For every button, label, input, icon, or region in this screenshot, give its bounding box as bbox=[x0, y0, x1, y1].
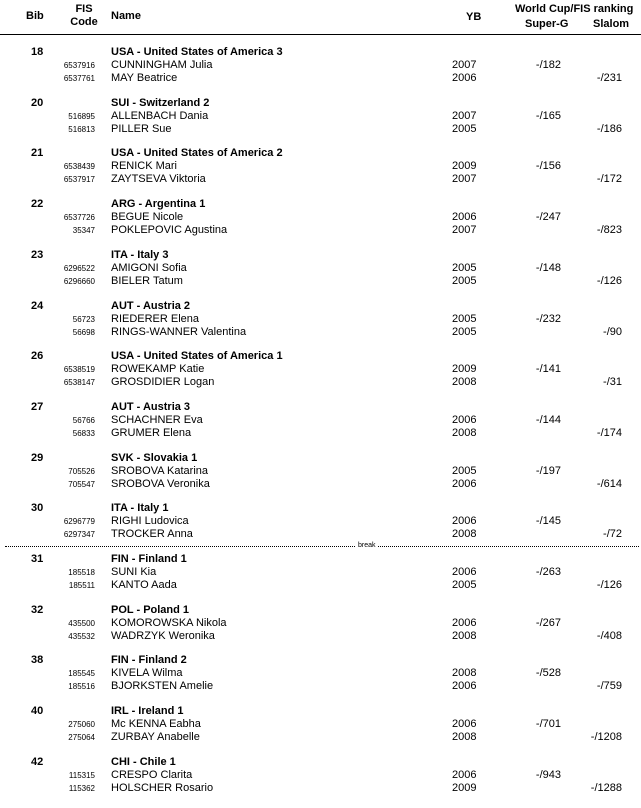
fis-code: 6538147 bbox=[63, 378, 95, 387]
team-name: CHI - Chile 1 bbox=[111, 756, 176, 768]
team-name: AUT - Austria 3 bbox=[111, 401, 191, 413]
birth-year: 2006 bbox=[452, 718, 477, 730]
athlete-name: HOLSCHER Rosario bbox=[111, 782, 214, 794]
athlete-row bbox=[0, 326, 641, 339]
team-name: AUT - Austria 2 bbox=[111, 300, 191, 312]
athlete-row bbox=[0, 427, 641, 440]
athlete-row bbox=[0, 566, 641, 579]
athlete-name: PILLER Sue bbox=[111, 123, 172, 135]
athlete-name: RINGS-WANNER Valentina bbox=[111, 326, 247, 338]
team-name: USA - United States of America 3 bbox=[111, 46, 283, 58]
fis-code: 56833 bbox=[72, 429, 95, 438]
slalom-rank: -/408 bbox=[596, 630, 622, 642]
athlete-row bbox=[0, 72, 641, 85]
fis-code: 115362 bbox=[68, 784, 95, 793]
super-g-rank: -/701 bbox=[535, 718, 561, 730]
athlete-row bbox=[0, 630, 641, 643]
athlete-name: KIVELA Wilma bbox=[111, 667, 183, 679]
team-block bbox=[0, 300, 641, 350]
team-block bbox=[0, 97, 641, 147]
team-block bbox=[0, 46, 641, 96]
athlete-name: Mc KENNA Eabha bbox=[111, 718, 201, 730]
athlete-name: SROBOVA Katarina bbox=[111, 465, 209, 477]
birth-year: 2008 bbox=[452, 427, 477, 439]
athlete-name: RIEDERER Elena bbox=[111, 313, 200, 325]
birth-year: 2005 bbox=[452, 579, 477, 591]
team-name: FIN - Finland 2 bbox=[111, 654, 187, 666]
athlete-name: SUNI Kia bbox=[111, 566, 157, 578]
team-block bbox=[0, 502, 641, 552]
super-g-rank: -/232 bbox=[535, 313, 561, 325]
slalom-rank: -/759 bbox=[596, 680, 622, 692]
slalom-rank: -/31 bbox=[603, 376, 622, 388]
birth-year: 2009 bbox=[452, 363, 477, 375]
birth-year: 2006 bbox=[452, 680, 477, 692]
super-g-rank: -/263 bbox=[535, 566, 561, 578]
birth-year: 2009 bbox=[452, 782, 477, 794]
birth-year: 2005 bbox=[452, 275, 477, 287]
team-name: SUI - Switzerland 2 bbox=[111, 97, 210, 109]
athlete-name: SCHACHNER Eva bbox=[111, 414, 203, 426]
birth-year: 2006 bbox=[452, 72, 477, 84]
athlete-row bbox=[0, 275, 641, 288]
break-label: break bbox=[358, 542, 376, 549]
birth-year: 2009 bbox=[452, 160, 477, 172]
fis-code: 6296779 bbox=[63, 517, 95, 526]
fis-code: 435532 bbox=[68, 632, 95, 641]
header-fis-line1: FIS bbox=[75, 3, 93, 15]
super-g-rank: -/247 bbox=[535, 211, 561, 223]
fis-code: 275060 bbox=[68, 720, 95, 729]
slalom-rank: -/231 bbox=[596, 72, 622, 84]
athlete-name: RIGHI Ludovica bbox=[111, 515, 189, 527]
fis-code: 6297347 bbox=[63, 530, 95, 539]
team-bib: 26 bbox=[31, 350, 44, 362]
slalom-rank: -/174 bbox=[596, 427, 622, 439]
fis-code: 185511 bbox=[68, 581, 95, 590]
fis-code: 185518 bbox=[68, 568, 95, 577]
team-name: ARG - Argentina 1 bbox=[111, 198, 206, 210]
athlete-name: ROWEKAMP Katie bbox=[111, 363, 205, 375]
birth-year: 2007 bbox=[452, 224, 477, 236]
team-name: USA - United States of America 1 bbox=[111, 350, 283, 362]
team-bib: 29 bbox=[31, 452, 44, 464]
athlete-name: BIELER Tatum bbox=[111, 275, 183, 287]
header-slalom: Slalom bbox=[593, 18, 630, 30]
team-name: USA - United States of America 2 bbox=[111, 147, 283, 159]
birth-year: 2007 bbox=[452, 59, 477, 71]
fis-code: 185516 bbox=[68, 682, 95, 691]
slalom-rank: -/186 bbox=[596, 123, 622, 135]
team-name: SVK - Slovakia 1 bbox=[111, 452, 198, 464]
athlete-row bbox=[0, 363, 641, 376]
fis-code: 516813 bbox=[68, 125, 95, 134]
athlete-name: RENICK Mari bbox=[111, 160, 178, 172]
team-block bbox=[0, 705, 641, 755]
athlete-name: ZURBAY Anabelle bbox=[111, 731, 200, 743]
slalom-rank: -/72 bbox=[603, 528, 622, 540]
team-block bbox=[0, 198, 641, 248]
super-g-rank: -/182 bbox=[535, 59, 561, 71]
fis-code: 6537726 bbox=[63, 213, 95, 222]
team-bib: 31 bbox=[31, 553, 44, 565]
team-name: FIN - Finland 1 bbox=[111, 553, 187, 565]
super-g-rank: -/267 bbox=[535, 617, 561, 629]
birth-year: 2007 bbox=[452, 110, 477, 122]
birth-year: 2008 bbox=[452, 667, 477, 679]
slalom-rank: -/126 bbox=[596, 275, 622, 287]
team-name: ITA - Italy 1 bbox=[111, 502, 169, 514]
fis-code: 705526 bbox=[68, 467, 95, 476]
fis-code: 56723 bbox=[72, 315, 95, 324]
athlete-row bbox=[0, 110, 641, 123]
birth-year: 2008 bbox=[452, 630, 477, 642]
birth-year: 2006 bbox=[452, 414, 477, 426]
birth-year: 2005 bbox=[452, 123, 477, 135]
athlete-name: CUNNINGHAM Julia bbox=[111, 59, 213, 71]
fis-code: 35347 bbox=[72, 226, 95, 235]
break-divider bbox=[5, 546, 639, 547]
fis-code: 56698 bbox=[72, 328, 95, 337]
team-block bbox=[0, 654, 641, 704]
team-bib: 24 bbox=[31, 300, 44, 312]
athlete-row bbox=[0, 528, 641, 541]
slalom-rank: -/823 bbox=[596, 224, 622, 236]
athlete-name: WADRZYK Weronika bbox=[111, 630, 215, 642]
athlete-name: CRESPO Clarita bbox=[111, 769, 193, 781]
athlete-name: POKLEPOVIC Agustina bbox=[111, 224, 228, 236]
slalom-rank: -/126 bbox=[596, 579, 622, 591]
team-block bbox=[0, 553, 641, 603]
super-g-rank: -/156 bbox=[535, 160, 561, 172]
team-block bbox=[0, 350, 641, 400]
athlete-row bbox=[0, 224, 641, 237]
athlete-name: MAY Beatrice bbox=[111, 72, 178, 84]
athlete-name: BEGUE Nicole bbox=[111, 211, 184, 223]
athlete-row bbox=[0, 782, 641, 795]
athlete-name: GROSDIDIER Logan bbox=[111, 376, 215, 388]
team-block bbox=[0, 452, 641, 502]
birth-year: 2006 bbox=[452, 211, 477, 223]
birth-year: 2008 bbox=[452, 731, 477, 743]
fis-code: 275064 bbox=[68, 733, 95, 742]
super-g-rank: -/197 bbox=[535, 465, 561, 477]
team-name: IRL - Ireland 1 bbox=[111, 705, 184, 717]
slalom-rank: -/1208 bbox=[590, 731, 622, 743]
athlete-name: ZAYTSEVA Viktoria bbox=[111, 173, 206, 185]
header-yb: YB bbox=[466, 11, 482, 23]
header-name: Name bbox=[111, 10, 141, 22]
team-block bbox=[0, 147, 641, 197]
athlete-name: GRUMER Elena bbox=[111, 427, 192, 439]
birth-year: 2006 bbox=[452, 515, 477, 527]
team-block bbox=[0, 401, 641, 451]
fis-code: 435500 bbox=[68, 619, 95, 628]
header-super-g: Super-G bbox=[525, 18, 569, 30]
athlete-row bbox=[0, 465, 641, 478]
athlete-row bbox=[0, 59, 641, 72]
athlete-name: ALLENBACH Dania bbox=[111, 110, 209, 122]
athlete-row bbox=[0, 173, 641, 186]
team-name: ITA - Italy 3 bbox=[111, 249, 169, 261]
athlete-row bbox=[0, 718, 641, 731]
athlete-row bbox=[0, 617, 641, 630]
fis-code: 56766 bbox=[72, 416, 95, 425]
team-bib: 20 bbox=[31, 97, 44, 109]
athlete-row bbox=[0, 667, 641, 680]
fis-code: 185545 bbox=[68, 669, 95, 678]
team-name: POL - Poland 1 bbox=[111, 604, 190, 616]
fis-code: 6538519 bbox=[63, 365, 95, 374]
header-ranking: World Cup/FIS ranking bbox=[515, 3, 634, 15]
athlete-row bbox=[0, 515, 641, 528]
athlete-name: BJORKSTEN Amelie bbox=[111, 680, 214, 692]
athlete-row bbox=[0, 160, 641, 173]
birth-year: 2005 bbox=[452, 313, 477, 325]
slalom-rank: -/1288 bbox=[590, 782, 622, 794]
athlete-name: KOMOROWSKA Nikola bbox=[111, 617, 227, 629]
fis-code: 6537917 bbox=[63, 175, 95, 184]
team-block bbox=[0, 249, 641, 299]
team-bib: 21 bbox=[31, 147, 44, 159]
athlete-row bbox=[0, 313, 641, 326]
birth-year: 2007 bbox=[452, 173, 477, 185]
team-block bbox=[0, 756, 641, 806]
super-g-rank: -/144 bbox=[535, 414, 561, 426]
athlete-row bbox=[0, 414, 641, 427]
super-g-rank: -/165 bbox=[535, 110, 561, 122]
athlete-row bbox=[0, 680, 641, 693]
birth-year: 2005 bbox=[452, 326, 477, 338]
athlete-row bbox=[0, 478, 641, 491]
athlete-name: AMIGONI Sofia bbox=[111, 262, 187, 274]
fis-code: 6537916 bbox=[63, 61, 95, 70]
birth-year: 2006 bbox=[452, 478, 477, 490]
athlete-row bbox=[0, 579, 641, 592]
athlete-name: SROBOVA Veronika bbox=[111, 478, 210, 490]
team-bib: 22 bbox=[31, 198, 44, 210]
fis-code: 516895 bbox=[68, 112, 95, 121]
header-bib: Bib bbox=[26, 10, 44, 22]
team-bib: 27 bbox=[31, 401, 44, 413]
birth-year: 2005 bbox=[452, 465, 477, 477]
header-fis-line2: Code bbox=[70, 16, 98, 28]
team-bib: 40 bbox=[31, 705, 44, 717]
super-g-rank: -/148 bbox=[535, 262, 561, 274]
athlete-row bbox=[0, 769, 641, 782]
birth-year: 2006 bbox=[452, 566, 477, 578]
fis-code: 6537761 bbox=[63, 74, 95, 83]
super-g-rank: -/528 bbox=[535, 667, 561, 679]
team-bib: 42 bbox=[31, 756, 44, 768]
athlete-name: TROCKER Anna bbox=[111, 528, 193, 540]
super-g-rank: -/145 bbox=[535, 515, 561, 527]
slalom-rank: -/172 bbox=[596, 173, 622, 185]
athlete-row bbox=[0, 123, 641, 136]
fis-code: 6296522 bbox=[63, 264, 95, 273]
athlete-row bbox=[0, 262, 641, 275]
slalom-rank: -/614 bbox=[596, 478, 622, 490]
team-bib: 32 bbox=[31, 604, 44, 616]
team-bib: 18 bbox=[31, 46, 44, 58]
birth-year: 2005 bbox=[452, 262, 477, 274]
team-bib: 30 bbox=[31, 502, 44, 514]
fis-code: 6296660 bbox=[63, 277, 95, 286]
athlete-row bbox=[0, 211, 641, 224]
team-bib: 23 bbox=[31, 249, 44, 261]
super-g-rank: -/141 bbox=[535, 363, 561, 375]
birth-year: 2008 bbox=[452, 376, 477, 388]
athlete-row bbox=[0, 731, 641, 744]
birth-year: 2008 bbox=[452, 528, 477, 540]
slalom-rank: -/90 bbox=[603, 326, 622, 338]
birth-year: 2006 bbox=[452, 769, 477, 781]
super-g-rank: -/943 bbox=[535, 769, 561, 781]
birth-year: 2006 bbox=[452, 617, 477, 629]
athlete-name: KANTO Aada bbox=[111, 579, 177, 591]
team-block bbox=[0, 604, 641, 654]
fis-code: 115315 bbox=[68, 771, 95, 780]
athlete-row bbox=[0, 376, 641, 389]
fis-code: 705547 bbox=[68, 480, 95, 489]
team-bib: 38 bbox=[31, 654, 44, 666]
fis-code: 6538439 bbox=[63, 162, 95, 171]
